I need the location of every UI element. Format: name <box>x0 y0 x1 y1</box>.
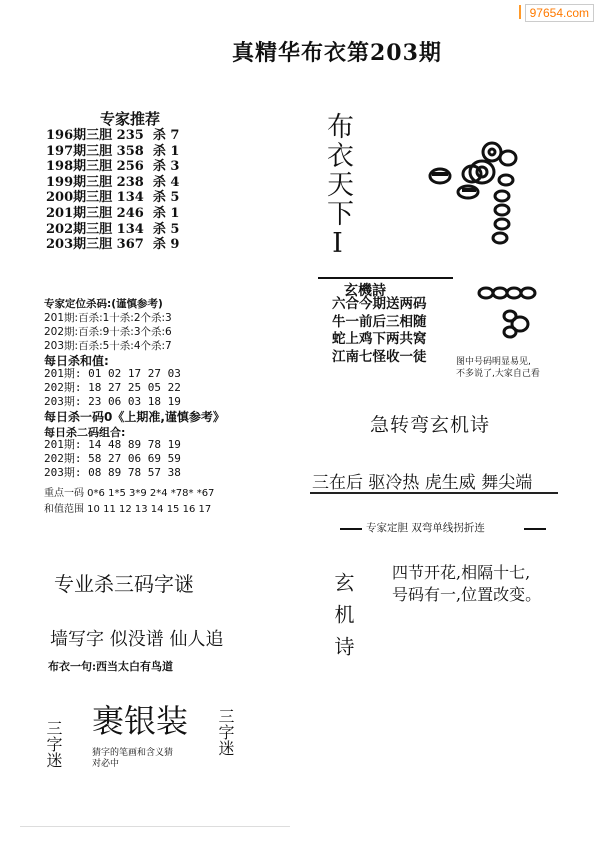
dash-right <box>524 528 546 530</box>
position-kill-row: 202期:百杀:9十杀:3个杀:6 <box>44 326 172 338</box>
turn-poem-heading: 急转弯玄机诗 <box>370 414 491 436</box>
xuanji-title: 玄机诗 <box>331 572 355 668</box>
xuanji-line: 四节开花,相隔十七, <box>392 563 531 582</box>
coins-and-ingots-picture <box>426 136 546 246</box>
expert-row: 200期三胆 134 杀 5 <box>46 190 180 206</box>
three-char-right: 三字迷 <box>216 708 235 756</box>
position-kill-row: 201期:百杀:1十杀:2个杀:3 <box>44 312 172 324</box>
focus-line: 重点一码 0*6 1*5 3*9 2*4 *78* *67 <box>44 488 215 499</box>
bottom-rule <box>20 826 290 827</box>
expert-fix-line: 专家定胆 双弯单线拐折连 <box>366 522 485 534</box>
poem-rule <box>318 277 453 279</box>
daily-sum-row: 202期: 18 27 25 05 22 <box>44 381 181 394</box>
turn-poem-line: 三在后 驱冷热 虎生威 舞尖端 <box>312 473 533 493</box>
daily-one-code: 每日杀一码0《上期准,谨慎参考》 <box>44 410 225 424</box>
dash-left <box>340 528 362 530</box>
big-word: 裹银装 <box>92 702 189 740</box>
picture-note <box>456 356 540 380</box>
watermark-badge <box>525 2 594 21</box>
word-note-line: 猜字的笔画和含义猜 <box>92 748 174 758</box>
beads-picture <box>476 284 556 354</box>
word-note-line: 对必中 <box>92 759 120 769</box>
expert-row: 201期三胆 246 杀 1 <box>46 205 180 221</box>
daily-two-row: 201期: 14 48 89 78 19 <box>44 438 181 451</box>
xuanji-lines <box>392 562 541 606</box>
daily-sum-heading: 每日杀和值: <box>44 354 109 368</box>
position-kill-row: 203期:百杀:5十杀:4个杀:7 <box>44 340 172 352</box>
expert-heading: 专家推荐 <box>100 110 161 128</box>
word-note <box>92 748 173 770</box>
expert-row: 203期三胆 367 杀 9 <box>46 237 180 253</box>
expert-row: 196期三胆 235 杀 7 <box>46 128 180 143</box>
picture-note-line: 图中号码明显易见, <box>456 357 531 367</box>
daily-two-heading: 每日杀二码组合: <box>44 426 126 439</box>
position-kill-list <box>44 311 172 353</box>
riddle-title: 专业杀三码字谜 <box>54 572 194 596</box>
expert-row: 199期三胆 238 杀 4 <box>46 174 180 190</box>
watermark-bar <box>519 5 521 19</box>
xuanji-line: 号码有一,位置改变。 <box>392 585 542 604</box>
daily-two-row: 202期: 58 27 06 69 59 <box>44 452 181 465</box>
expert-list <box>46 128 179 253</box>
daily-two-row: 203期: 08 89 78 57 38 <box>44 466 181 479</box>
poem-line: 六合今期送两码 <box>332 296 427 312</box>
daily-sum-row: 203期: 23 06 03 18 19 <box>44 395 181 408</box>
page-title: 真精华布衣第203期 <box>232 40 442 66</box>
expert-row: 202期三胆 134 杀 5 <box>46 221 180 237</box>
picture-note-line: 不多说了,大家自己看 <box>456 369 540 379</box>
daily-two-list <box>44 438 181 480</box>
expert-row: 197期三胆 358 杀 1 <box>46 143 180 159</box>
daily-sum-row: 201期: 01 02 17 27 03 <box>44 367 181 380</box>
mystic-poem-heading: 玄機詩 <box>344 283 386 299</box>
poem-line: 牛一前后三相随 <box>332 313 427 330</box>
daily-sum-list <box>44 367 181 409</box>
buyi-tianxia-title: 布衣天下Ⅰ <box>322 112 353 261</box>
riddle-line: 墙写字 似没谱 仙人追 <box>50 629 224 650</box>
position-kill-heading: 专家定位杀码:(谨慎参考) <box>44 298 163 310</box>
turn-poem-rule <box>310 492 558 494</box>
poem-line: 江南七怪收一徒 <box>332 348 427 365</box>
three-char-left: 三字迷 <box>44 720 63 768</box>
watermark-text: 97654.com <box>525 4 594 22</box>
sum-range: 和值范围 10 11 12 13 14 15 16 17 <box>44 504 212 515</box>
mystic-poem-lines <box>332 296 427 366</box>
buyi-line: 布衣一句:西当太白有鸟道 <box>48 660 174 673</box>
poem-line: 蛇上鸡下两共窝 <box>332 331 427 347</box>
expert-row: 198期三胆 256 杀 3 <box>46 159 180 175</box>
